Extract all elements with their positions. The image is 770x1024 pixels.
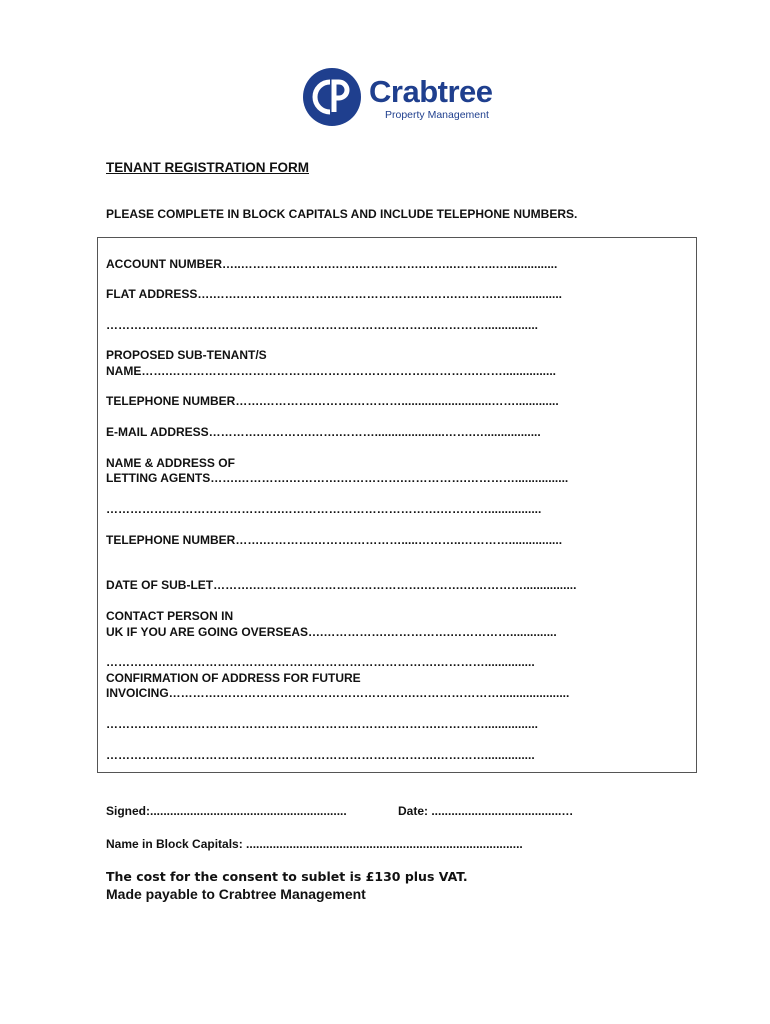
contact-person-label: CONTACT PERSON IN <box>106 609 234 623</box>
account-number-field[interactable]: ACCOUNT NUMBER…..………….……….…….…………….……..………..…............... <box>106 257 558 271</box>
form-title: TENANT REGISTRATION FORM <box>106 160 309 175</box>
flat-address-field[interactable]: FLAT ADDRESS….…….………….……….………………….……….……….…................ <box>106 287 563 301</box>
invoicing-continuation-2[interactable]: …………….………………………………………………………….…………............... <box>106 748 535 762</box>
uk-contact-field[interactable]: UK IF YOU ARE GOING OVERSEAS….…………….…………….…………….............. <box>106 625 557 639</box>
date-field[interactable]: Date: .......................................… <box>398 804 574 818</box>
letting-agents-continuation[interactable]: …………….……………………….………………………………….…………................ <box>106 502 542 516</box>
form-instructions: PLEASE COMPLETE IN BLOCK CAPITALS AND INCLUDE TELEPHONE NUMBERS. <box>106 207 578 221</box>
flat-address-continuation[interactable]: …………….………………………………………………………….…………................ <box>106 318 539 332</box>
letting-agents-label: NAME & ADDRESS OF <box>106 456 235 470</box>
uk-contact-continuation[interactable]: …………….………………………………………………………….…………............... <box>106 655 535 669</box>
logo-name: Crabtree <box>369 74 493 109</box>
email-address-field[interactable]: E-MAIL ADDRESS………….………….…….……….....................…….…................. <box>106 425 541 439</box>
crabtree-logo <box>303 68 503 126</box>
letting-agents-field[interactable]: LETTING AGENTS…….………….………….…………….…………….…………................ <box>106 471 569 485</box>
telephone-number-field[interactable]: TELEPHONE NUMBER…….………….……….…………...........................……............. <box>106 394 559 408</box>
signed-field[interactable]: Signed:........................................................... <box>106 804 347 818</box>
agent-telephone-field[interactable]: TELEPHONE NUMBER…….………….……….………….....………..…………................ <box>106 533 563 547</box>
sub-tenant-label: PROPOSED SUB-TENANT/S <box>106 348 267 362</box>
sublet-cost-note: The cost for the consent to sublet is £130 plus VAT. <box>106 869 468 884</box>
block-capitals-name-field[interactable]: Name in Block Capitals: ................................................................................... <box>106 837 523 851</box>
sub-tenant-name-field[interactable]: NAME…….……………………………….……………………….………….……................ <box>106 364 557 378</box>
logo-subtitle: Property Management <box>385 109 489 121</box>
invoicing-continuation-1[interactable]: ……………….……………………………………………………….…………................ <box>106 717 539 731</box>
payable-note: Made payable to Crabtree Management <box>106 886 366 902</box>
crabtree-logo-icon <box>303 68 361 126</box>
date-of-sublet-field[interactable]: DATE OF SUB-LET……….…………………………………….……….……………................ <box>106 578 577 592</box>
invoicing-field[interactable]: INVOICING………….………………………………………….…………………..................... <box>106 686 570 700</box>
confirmation-label: CONFIRMATION OF ADDRESS FOR FUTURE <box>106 671 361 685</box>
